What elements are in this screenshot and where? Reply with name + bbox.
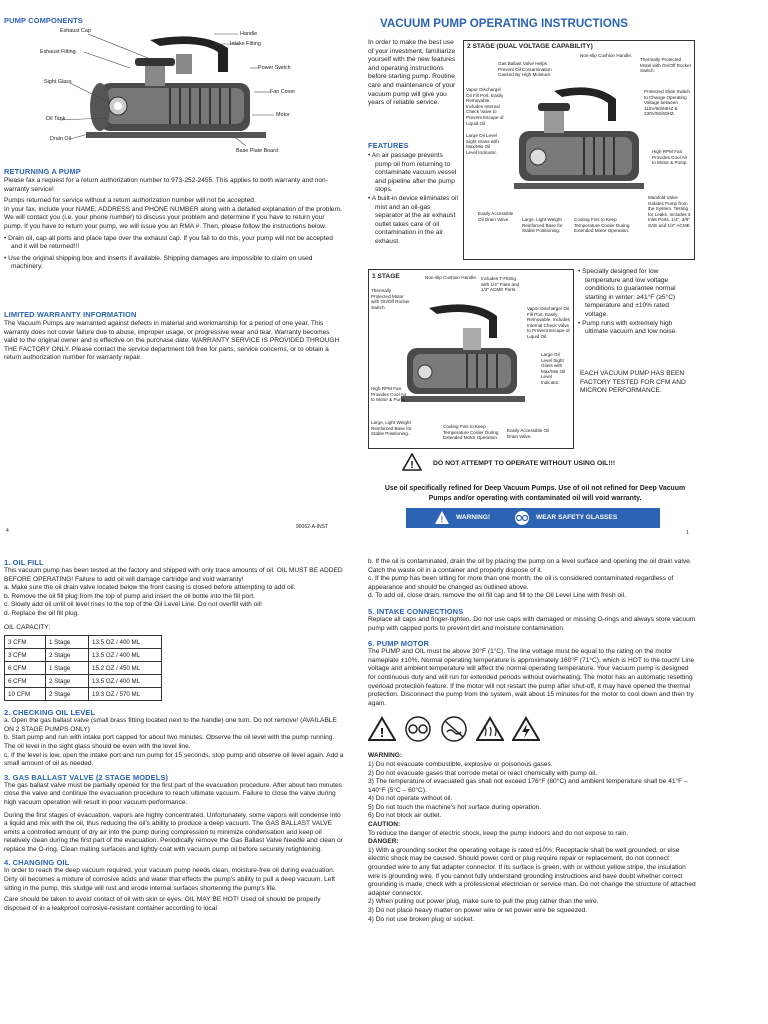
callout: Large, Light Weight Reinforced Base for Stable Positioning. xyxy=(522,217,563,234)
oil-fill-step: c. Slowly add oil until oil level rises to the top of the Oil Level Line. Do not overfill with oil! xyxy=(4,601,263,609)
spec-item: • Pump runs with extremely high ultimate vacuum and low noise. xyxy=(578,319,677,336)
table-cell: 2 Stage xyxy=(46,649,89,662)
returning-heading: RETURNING A PUMP xyxy=(4,167,81,176)
table-row xyxy=(5,662,162,675)
label-fan-cover: Fan Cover xyxy=(270,89,296,95)
spec-item: • Specially designed for low temperature and low voltage conditions to guarantee normal starting in winter; ≥41°F (≥5°C) temperature and ±10% rated voltage. xyxy=(578,268,676,318)
oil-fill-step: a. Make sure the oil drain valve located below the front casing is closed before attempting to add oil. xyxy=(4,584,296,592)
table-cell: 1 Stage xyxy=(46,662,89,675)
oil-fill-heading: 1. OIL FILL xyxy=(4,558,44,567)
label-motor: Motor xyxy=(276,112,290,118)
hazard-warning-icon xyxy=(368,716,396,742)
warning-label: WARNING! xyxy=(456,514,491,521)
checking-step: a. Open the gas ballast valve (small brass fitting located next to the handle) one turn. Do not remove! (AVAILABLE ON 2 STAGE PUMPS ONLY) xyxy=(4,717,337,733)
table-cell: 3 CFM xyxy=(5,649,46,662)
callout: Easily Accessible Oil Drain Valve. xyxy=(478,211,514,222)
label-exhaust-cap: Exhaust Cap xyxy=(60,28,91,34)
hot-surface-icon xyxy=(476,716,504,742)
callout: Non-slip Cushion Handle. xyxy=(580,53,633,58)
oil-warning-text: DO NOT ATTEMPT TO OPERATE WITHOUT USING OIL!!! xyxy=(433,460,616,467)
danger-heading: DANGER: xyxy=(368,838,399,846)
danger-item: 4) Do not use broken plug or socket. xyxy=(368,915,475,923)
warranty-heading: LIMITED WARRANTY INFORMATION xyxy=(4,310,137,319)
warning-heading: WARNING: xyxy=(368,752,403,760)
returning-bullet: • Drain oil, cap all ports and place tape over the exhaust cap. If you fail to do this, your pump will not be accepted and it will be returned!!! xyxy=(4,234,333,251)
pump-components-diagram xyxy=(0,28,330,158)
label-drain-oil: Drain Oil xyxy=(50,136,71,142)
label-power-switch: Power Switch xyxy=(258,65,291,71)
warning-item: 5) Do not touch the machine's hot surface during operation. xyxy=(368,803,542,811)
table-cell: 2 Stage xyxy=(46,688,89,701)
table-row xyxy=(5,649,162,662)
bottom-left-column xyxy=(4,558,344,913)
oil-fill-text: This vacuum pump has been tested at the factory and shipped with only trace amounts of oil. OIL MUST BE ADDED BEFORE OPERATING! Failure to add oil will damage cartridge and void warranty! xyxy=(4,567,343,583)
pump-motor-heading: 6. PUMP MOTOR xyxy=(368,639,430,649)
safety-glasses-icon xyxy=(514,510,530,531)
callout: Thermally Protected Motel with On/Off Rocker Switch. xyxy=(640,57,692,74)
intake-text: Replace all caps and finger-tighten. Do not use caps with damaged or missing O-rings and always store vacuum pump with capped ports to prevent dirt and moisture contamination. xyxy=(368,615,696,632)
table-row xyxy=(5,675,162,688)
warning-bar xyxy=(406,508,660,528)
table-cell: 13.5 OZ / 400 ML xyxy=(89,649,162,662)
callout: Cooling Fins to Keep Temperature Cooler During Extended Motor Operation. xyxy=(574,217,630,234)
two-stage-box xyxy=(463,40,695,260)
changing-oil-heading: 4. CHANGING OIL xyxy=(4,858,70,868)
label-handle: Handle xyxy=(240,31,258,37)
callout: Vapor Discharge/ Oil Fill Port. Easily Removable. Includes Internal Check Valve to Prevent Escape of Liquid Oil. xyxy=(527,306,570,339)
oil-capacity-label: OIL CAPACITY: xyxy=(4,623,51,631)
danger-item: 1) With a grounding socket the operating voltage is rated ±10%; Receptacle shall be well grounded, or else electric shock may be caused. Should power cord or plug require repair or replacement, do not connect grounded wire to any flat adapter connector. If its surface is green, with or without yellow stripe, the insulation wire is grounding wire. If you cannot fully understand grounding instructions and have doubt whether correct grounding is made, check with a professional electrician or service man. Do not change the structure of attached adapter connector. xyxy=(368,846,696,897)
warning-item: 3) The temperature of evacuated gas shall not exceed 176°F (80°C) and ambient temperature shall be 41°F – 140°F (5°C – 60°C). xyxy=(368,778,688,794)
caution-text: To reduce the danger of electric shock, keep the pump indoors and do not expose to rain. xyxy=(368,829,629,837)
intro-text: In order to make the best use of your investment, familiarize yourself with the new features and operating instructions before starting pump. Routine care and maintenance of your vacuum pump will give you years of reliable service. xyxy=(368,39,456,107)
changing-oil-p2: Care should be taken to avoid contact of oil with skin or eyes. OIL MAY BE HOT! Used oil should be properly disposed of in a leakproof corrosive-resistant container according to local xyxy=(4,896,321,912)
factory-tested-note: EACH VACUUM PUMP HAS BEEN FACTORY TESTED FOR CFM AND MICRON PERFORMANCE. xyxy=(580,370,686,395)
label-intake-fitting: Intake Fitting xyxy=(230,41,261,47)
warning-triangle-icon xyxy=(434,510,450,530)
table-cell: 15.2 OZ / 450 ML xyxy=(89,662,162,675)
checking-step: c. If the level is low, open the intake port and run pump for 15 seconds, stop pump and observe oil level again. Add a small amount of oil as needed. xyxy=(4,751,344,768)
table-cell: 1 Stage xyxy=(46,636,89,649)
specs-list xyxy=(578,268,690,337)
one-stage-pump-illustration xyxy=(393,300,533,420)
safety-glasses-icon xyxy=(404,716,432,742)
warning-item: 6) Do not block air outlet. xyxy=(368,812,442,820)
callout: Easily Accessible Oil Drain Valve. xyxy=(507,428,550,439)
label-exhaust-fitting: Exhaust Fitting xyxy=(40,49,76,55)
returning-p3: In your fax, include your NAME, ADDRESS and PHONE NUMBER along with a detailed explanation of the problem. We will contact you (i.e. your phone number) to discuss your problem and determine if you have to return your pump. If you have to return your pump, we will issue you an RMA #. Then, please follow the instructions below. xyxy=(4,205,342,230)
label-oil-tank: Oil Tank xyxy=(46,116,66,122)
callout: Gas Ballast Valve Helps Prevent Oil Contamination Caused By High Moisture. xyxy=(498,61,552,78)
table-cell: 6 CFM xyxy=(5,675,46,688)
warranty-text: The Vacuum Pumps are warranted against defects in material and workmanship for a period of one year. This warranty does not cover failure due to abuse, improper usage, or progressive wear and tear. Warranty becomes valid to the original owner and is effective on the purchase date. WARRANTY SERVICE IS PROVIDED THROUGH THE FACTORY ONLY. Please contact the service department toll free for parts, service concerns, or to obtain a return authorization number for warranty repair. xyxy=(4,320,340,362)
label-sight-glass: Sight Glass xyxy=(44,79,72,85)
warning-item: 1) Do not evacuate combustible, explosive or poisonous gases. xyxy=(368,760,553,768)
returning-section xyxy=(4,177,342,272)
document-code: 90062-A-INST xyxy=(296,524,328,530)
one-stage-title: 1 STAGE xyxy=(372,273,400,280)
warning-item: 4) Do not operate without oil. xyxy=(368,795,453,803)
page-number-left: 4 xyxy=(6,528,9,534)
table-cell: 10 CFM xyxy=(5,688,46,701)
safety-icons-row xyxy=(368,716,698,746)
svg-text:!: ! xyxy=(440,515,444,525)
returning-p1: Please fax a request for a return authorization number to 973-252-2455. This applies to both warranty and non-warranty service! xyxy=(4,177,328,193)
returning-bullet: • Use the original shipping box and inserts if available. Shipping damages are impossible to claim on used machinery. xyxy=(4,254,313,271)
danger-item: 2) When pulling out power plug, make sure to pull the plug rather than the wire. xyxy=(368,898,599,906)
checking-step: b. Start pump and run with intake port capped for about two minutes. Observe the oil level with the pump running. The oil level in the sight glass should be even with the level line. xyxy=(4,734,335,750)
callout: Cooling Fins to Keep Temperature Cooler During Extended Motor Operation. xyxy=(443,424,499,441)
callout: High RPM Fan Provides Cool Air to Motor & Pump. xyxy=(371,386,407,403)
two-stage-title: 2 STAGE (DUAL VOLTAGE CAPABILITY) xyxy=(467,43,593,50)
oil-fill-step: b. Remove the oil fill plug from the top of pump and insert the oil bottle into the fill port. xyxy=(4,592,256,600)
svg-text:!: ! xyxy=(379,725,385,741)
page-title: VACUUM PUMP OPERATING INSTRUCTIONS xyxy=(380,17,628,30)
changing-step: d. To add oil, close drain, remove the oil fill cap and fill to the Oil Level Line with fresh oil. xyxy=(368,592,626,600)
table-cell: 2 Stage xyxy=(46,675,89,688)
feature-item: • An air passage prevents pump oil from returning to contaminate vacuum vessel and pipeline after the pump stops. xyxy=(368,152,457,194)
danger-item: 3) Do not place heavy matter on power wire or let power wire be squeezed. xyxy=(368,907,588,914)
oil-warning-icon xyxy=(402,453,422,476)
two-stage-pump-illustration xyxy=(504,81,654,211)
callout: Manifold Valve Isolates Pump from the System. Testing for Leaks. Includes 3 Inlet Ports. 1/4", 3/8" SAE and 1/2" ACME. xyxy=(648,195,691,228)
table-cell: 3 CFM xyxy=(5,636,46,649)
page-number-right: 1 xyxy=(686,530,689,536)
bottom-right-column xyxy=(368,558,698,924)
pump-components-heading: PUMP COMPONENTS xyxy=(4,16,83,25)
gas-ballast-p1: The gas ballast valve must be partially opened for the first part of the evacuation procedure. After about two minutes close the valve and continue the evacuation procedure to reach ultimate vacuum. Failure to close the valve during high vacuum operation will result in poor vacuum performance. xyxy=(4,781,342,806)
no-water-icon xyxy=(440,716,468,742)
changing-oil-p1: In order to reach the deep vacuum required, your vacuum pump needs clean, moisture-free oil during evacuation. Dirty oil becomes a mixture of corrosive acids and water that effects the pump's ability to pull a deep vacuum. Left sitting in the pump, this sludge will rust and erode internal surfaces shortening the pump's life. xyxy=(4,867,335,892)
callout: Large, Light Weight Reinforced Base for Stable Positioning. xyxy=(371,420,412,437)
caution-heading: CAUTION: xyxy=(368,821,401,829)
oil-note: Use oil specifically refined for Deep Vacuum Pumps. Use of oil not refined for Deep Vacuum Pumps and/or operating with contaminated oil will void warranty. xyxy=(384,485,686,502)
callout: Protected Slide Switch to Change Operating Voltage between 115V/60/60HZ & 230V/50/60HZ. xyxy=(644,89,690,117)
one-stage-box xyxy=(368,269,574,449)
safety-glasses-label: WEAR SAFETY GLASSES xyxy=(536,514,618,521)
callout: Thermally Protected Motor with On/Off Rocker Switch. xyxy=(371,288,410,310)
table-row xyxy=(5,636,162,649)
gas-ballast-heading: 3. GAS BALLAST VALVE (2 STAGE MODELS) xyxy=(4,772,169,782)
intake-heading: 5. INTAKE CONNECTIONS xyxy=(368,606,464,616)
table-cell: 6 CFM xyxy=(5,662,46,675)
changing-step: c. If the pump has been sitting for more than one month, the oil is considered contaminated regardless of appearance and should be changed as outlined above. xyxy=(368,575,674,591)
feature-item: • A built-in device eliminates oil mist and an oil-gas separator at the air exhaust outlet takes care of oil contamination in the air exhaust. xyxy=(368,194,458,245)
callout: High RPM Fan Provides Cool Air to Motor & Pump. xyxy=(652,149,688,166)
table-row xyxy=(5,688,162,701)
callout: Large Oil Level Sight Glass with Max/Min Oil Level Indicator. xyxy=(466,133,499,155)
pump-motor-text: The PUMP and OIL must be above 30°F (1°C). The line voltage must be equal to the rating on the motor nameplate ±10%. Normal operating temperature is approximately 160°F (71°C), which is HOT to the touch! Line voltage and ambient temperature will affect the normal operating temperature. Your vacuum pump is designed for continuous duty and will run for extended periods without overheating. The motor has an automatic resetting overload protection feature. If the motor will not restart the pump after shut-off, it may have opened the thermal protection. Disconnect the pump from the system, wait about 15 minutes for the motor to cool down and then try again. xyxy=(368,648,695,707)
oil-fill-step: d. Replace the oil fill plug. xyxy=(4,609,80,617)
table-cell: 19.3 OZ / 570 ML xyxy=(89,688,162,701)
electric-shock-icon xyxy=(512,716,540,742)
changing-step: b. If the oil is contaminated, drain the oil by placing the pump on a level surface and opening the oil drain valve. Catch the waste oil in a container and properly dispose of it. xyxy=(368,558,692,574)
callout: Large Oil Level Sight Glass with Max/Min Oil Level Indicator. xyxy=(541,352,566,385)
callout: Includes T-Fitting with 1/4" Flare and 1/2" ACME Ports. xyxy=(481,276,520,293)
checking-oil-heading: 2. CHECKING OIL LEVEL xyxy=(4,708,96,718)
features-list xyxy=(368,152,460,247)
label-base-plate: Base Plate Board xyxy=(236,148,278,154)
callout: Vapor Discharge/ Oil Fill Port. Easily Removable. Includes Internal Check Valve to Prevent Escape of Liquid Oil. xyxy=(466,87,504,126)
returning-p2: Pumps returned for service without a return authorization number will not be accepted. xyxy=(4,197,256,205)
gas-ballast-p2: During the first stages of evacuation, vapors are highly concentrated. Unfortunately, some vapors will condense into a liquid and mix with the oil, thus reducing the oil's ability to produce a deep vacuum. The GAS BALLAST VALVE emits a controlled amount of dry air into the pump during compression to minimize condensation and keep oil relatively clean during the first part of the evacuation. Periodically remove the Gas Ballast Valve Needle and clean or replace the O-ring. Clean mating surfaces and lightly coat with vacuum pump oil before securely retightening. xyxy=(4,811,343,853)
table-cell: 13.5 OZ / 400 ML xyxy=(89,636,162,649)
svg-text:!: ! xyxy=(410,460,414,471)
oil-capacity-table xyxy=(4,635,162,701)
features-heading: FEATURES xyxy=(368,141,409,150)
table-cell: 13.5 OZ / 400 ML xyxy=(89,675,162,688)
warning-item: 2) Do not evacuate gases that corrode metal or react chemically with pump oil. xyxy=(368,769,598,777)
callout: Non-slip Cushion Handle. xyxy=(425,275,478,280)
